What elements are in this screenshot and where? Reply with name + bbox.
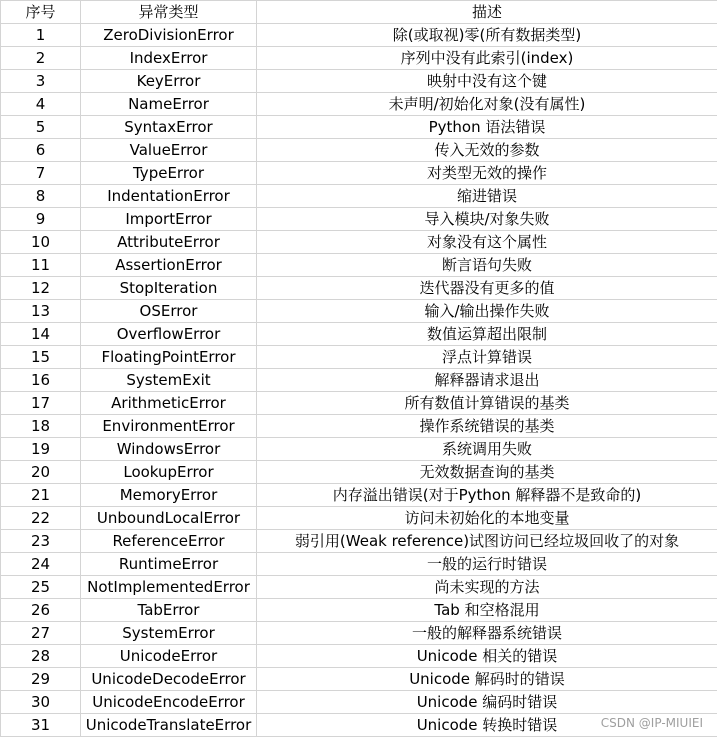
description-cell: 序列中没有此索引(index)	[257, 47, 717, 70]
description-cell: 访问未初始化的本地变量	[257, 507, 717, 530]
table-row	[1, 208, 717, 231]
error-type-cell: OverflowError	[81, 323, 257, 346]
table-row	[1, 553, 717, 576]
row-number-cell: 18	[1, 415, 81, 438]
row-number-cell: 16	[1, 369, 81, 392]
table-header-row	[1, 1, 717, 24]
row-number-cell: 15	[1, 346, 81, 369]
row-number-cell: 7	[1, 162, 81, 185]
header-desc: 描述	[257, 1, 717, 24]
table-row	[1, 507, 717, 530]
row-number-cell: 3	[1, 70, 81, 93]
table-row	[1, 231, 717, 254]
description-cell: 弱引用(Weak reference)试图访问已经垃圾回收了的对象	[257, 530, 717, 553]
error-type-cell: UnicodeError	[81, 645, 257, 668]
error-type-cell: TypeError	[81, 162, 257, 185]
description-cell: 一般的运行时错误	[257, 553, 717, 576]
error-type-cell: WindowsError	[81, 438, 257, 461]
description-cell: 未声明/初始化对象(没有属性)	[257, 93, 717, 116]
description-cell: 迭代器没有更多的值	[257, 277, 717, 300]
error-type-cell: StopIteration	[81, 277, 257, 300]
watermark-text: CSDN @IP-MIUIEI	[600, 716, 703, 730]
row-number-cell: 1	[1, 24, 81, 47]
row-number-cell: 23	[1, 530, 81, 553]
table-row	[1, 622, 717, 645]
error-type-cell: UnicodeTranslateError	[81, 714, 257, 737]
table-row	[1, 691, 717, 714]
error-type-cell: ZeroDivisionError	[81, 24, 257, 47]
description-cell: 传入无效的参数	[257, 139, 717, 162]
error-type-cell: ImportError	[81, 208, 257, 231]
header-num: 序号	[1, 1, 81, 24]
error-type-cell: EnvironmentError	[81, 415, 257, 438]
row-number-cell: 19	[1, 438, 81, 461]
error-type-cell: NameError	[81, 93, 257, 116]
table-row	[1, 277, 717, 300]
description-cell: Unicode 相关的错误	[257, 645, 717, 668]
row-number-cell: 11	[1, 254, 81, 277]
description-cell: 对类型无效的操作	[257, 162, 717, 185]
row-number-cell: 9	[1, 208, 81, 231]
error-type-cell: LookupError	[81, 461, 257, 484]
table-row	[1, 116, 717, 139]
row-number-cell: 6	[1, 139, 81, 162]
row-number-cell: 28	[1, 645, 81, 668]
description-cell: Python 语法错误	[257, 116, 717, 139]
description-cell: Unicode 编码时错误	[257, 691, 717, 714]
description-cell: Unicode 转换时错误	[257, 714, 717, 737]
table-row	[1, 254, 717, 277]
table-row	[1, 645, 717, 668]
row-number-cell: 10	[1, 231, 81, 254]
row-number-cell: 31	[1, 714, 81, 737]
description-cell: 浮点计算错误	[257, 346, 717, 369]
description-cell: 一般的解释器系统错误	[257, 622, 717, 645]
description-cell: 解释器请求退出	[257, 369, 717, 392]
error-type-cell: KeyError	[81, 70, 257, 93]
row-number-cell: 5	[1, 116, 81, 139]
row-number-cell: 8	[1, 185, 81, 208]
error-type-cell: AssertionError	[81, 254, 257, 277]
row-number-cell: 29	[1, 668, 81, 691]
error-type-cell: ValueError	[81, 139, 257, 162]
table-row	[1, 70, 717, 93]
description-cell: 对象没有这个属性	[257, 231, 717, 254]
table-row	[1, 93, 717, 116]
description-cell: Unicode 解码时的错误	[257, 668, 717, 691]
header-type: 异常类型	[81, 1, 257, 24]
table-row	[1, 139, 717, 162]
table-row	[1, 162, 717, 185]
description-cell: 数值运算超出限制	[257, 323, 717, 346]
error-type-cell: MemoryError	[81, 484, 257, 507]
error-type-cell: SyntaxError	[81, 116, 257, 139]
description-cell: 输入/输出操作失败	[257, 300, 717, 323]
table-row	[1, 323, 717, 346]
table-row	[1, 415, 717, 438]
row-number-cell: 30	[1, 691, 81, 714]
table-row	[1, 530, 717, 553]
row-number-cell: 12	[1, 277, 81, 300]
row-number-cell: 2	[1, 47, 81, 70]
description-cell: 导入模块/对象失败	[257, 208, 717, 231]
error-type-cell: SystemExit	[81, 369, 257, 392]
error-type-cell: ReferenceError	[81, 530, 257, 553]
description-cell: 所有数值计算错误的基类	[257, 392, 717, 415]
table-row	[1, 24, 717, 47]
row-number-cell: 13	[1, 300, 81, 323]
description-cell: 缩进错误	[257, 185, 717, 208]
row-number-cell: 26	[1, 599, 81, 622]
table-row	[1, 392, 717, 415]
error-type-cell: IndexError	[81, 47, 257, 70]
table-row	[1, 185, 717, 208]
table-body	[1, 24, 717, 737]
error-type-cell: AttributeError	[81, 231, 257, 254]
table-row	[1, 576, 717, 599]
row-number-cell: 22	[1, 507, 81, 530]
table-row	[1, 668, 717, 691]
description-cell: Tab 和空格混用	[257, 599, 717, 622]
table-row	[1, 300, 717, 323]
error-type-cell: TabError	[81, 599, 257, 622]
error-type-cell: NotImplementedError	[81, 576, 257, 599]
description-cell: 除(或取视)零(所有数据类型)	[257, 24, 717, 47]
error-type-cell: SystemError	[81, 622, 257, 645]
row-number-cell: 17	[1, 392, 81, 415]
error-type-cell: UnicodeEncodeError	[81, 691, 257, 714]
error-type-cell: UnicodeDecodeError	[81, 668, 257, 691]
description-cell: 系统调用失败	[257, 438, 717, 461]
table-row	[1, 599, 717, 622]
description-cell: 无效数据查询的基类	[257, 461, 717, 484]
row-number-cell: 25	[1, 576, 81, 599]
error-type-cell: IndentationError	[81, 185, 257, 208]
error-type-cell: OSError	[81, 300, 257, 323]
error-type-cell: ArithmeticError	[81, 392, 257, 415]
table-row	[1, 346, 717, 369]
table-row	[1, 47, 717, 70]
description-cell: 操作系统错误的基类	[257, 415, 717, 438]
description-cell: 映射中没有这个键	[257, 70, 717, 93]
error-type-cell: UnboundLocalError	[81, 507, 257, 530]
row-number-cell: 20	[1, 461, 81, 484]
row-number-cell: 4	[1, 93, 81, 116]
table-row	[1, 461, 717, 484]
row-number-cell: 14	[1, 323, 81, 346]
table-row	[1, 438, 717, 461]
description-cell: 内存溢出错误(对于Python 解释器不是致命的)	[257, 484, 717, 507]
row-number-cell: 27	[1, 622, 81, 645]
row-number-cell: 24	[1, 553, 81, 576]
error-type-cell: FloatingPointError	[81, 346, 257, 369]
description-cell: 断言语句失败	[257, 254, 717, 277]
description-cell: 尚未实现的方法	[257, 576, 717, 599]
table-row	[1, 369, 717, 392]
error-type-cell: RuntimeError	[81, 553, 257, 576]
row-number-cell: 21	[1, 484, 81, 507]
table-row	[1, 484, 717, 507]
